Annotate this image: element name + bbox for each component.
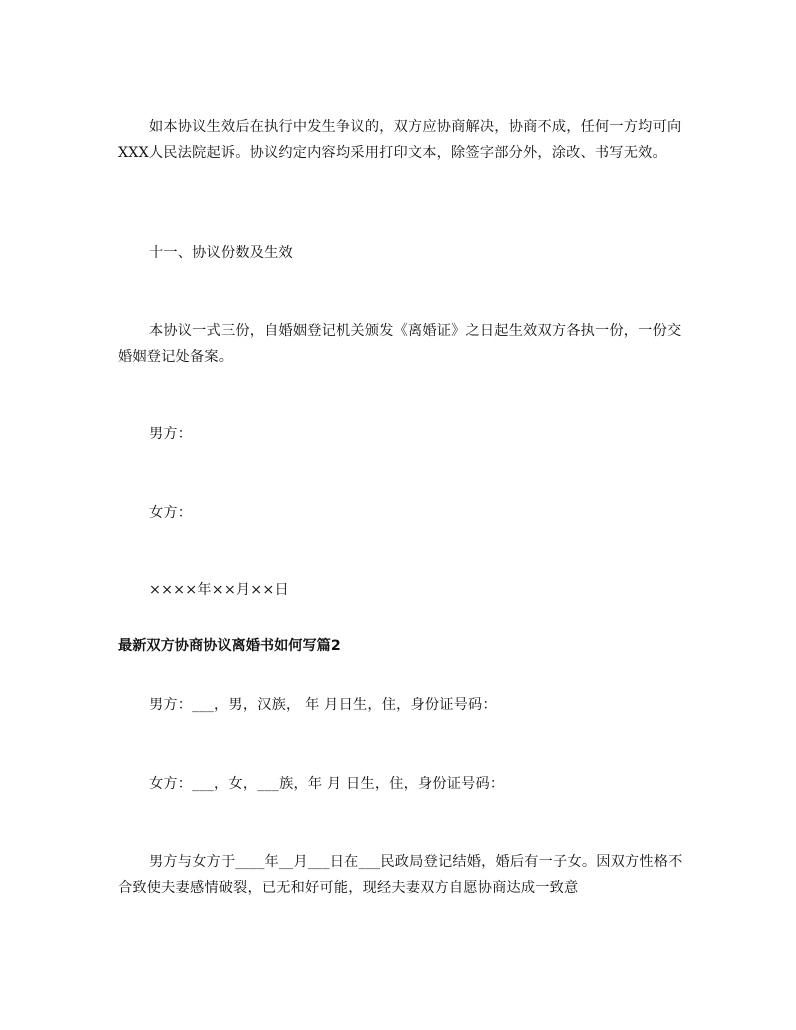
agreement-copies-paragraph: 本协议一式三份，自婚姻登记机关颁发《离婚证》之日起生效双方各执一份，一份交婚姻登记处备案。	[118, 323, 682, 365]
marriage-background-paragraph: 男方与女方于____年__月___日在___民政局登记结婚，婚后有一子女。因双方性格不合致使夫妻感情破裂，已无和好可能，现经夫妻双方自愿协商达成一致意	[118, 854, 683, 896]
signing-date-line: ××××年××月××日	[149, 582, 289, 598]
female-signature-label: 女方：	[149, 505, 193, 521]
article-2-heading: 最新双方协商协议离婚书如何写篇2	[118, 638, 341, 654]
section-11-title: 十一、协议份数及生效	[149, 245, 293, 261]
male-party-info: 男方：___，男，汉族， 年 月日生，住，身份证号码：	[149, 697, 497, 713]
male-signature-label: 男方：	[149, 426, 193, 442]
dispute-resolution-paragraph: 如本协议生效后在执行中发生争议的，双方应协商解决，协商不成，任何一方均可向XXX人民法院起诉。协议约定内容均采用打印文本，除签字部分外，涂改、书写无效。	[118, 119, 682, 161]
female-party-info: 女方：___，女，___族，年 月 日生，住，身份证号码：	[149, 776, 505, 792]
